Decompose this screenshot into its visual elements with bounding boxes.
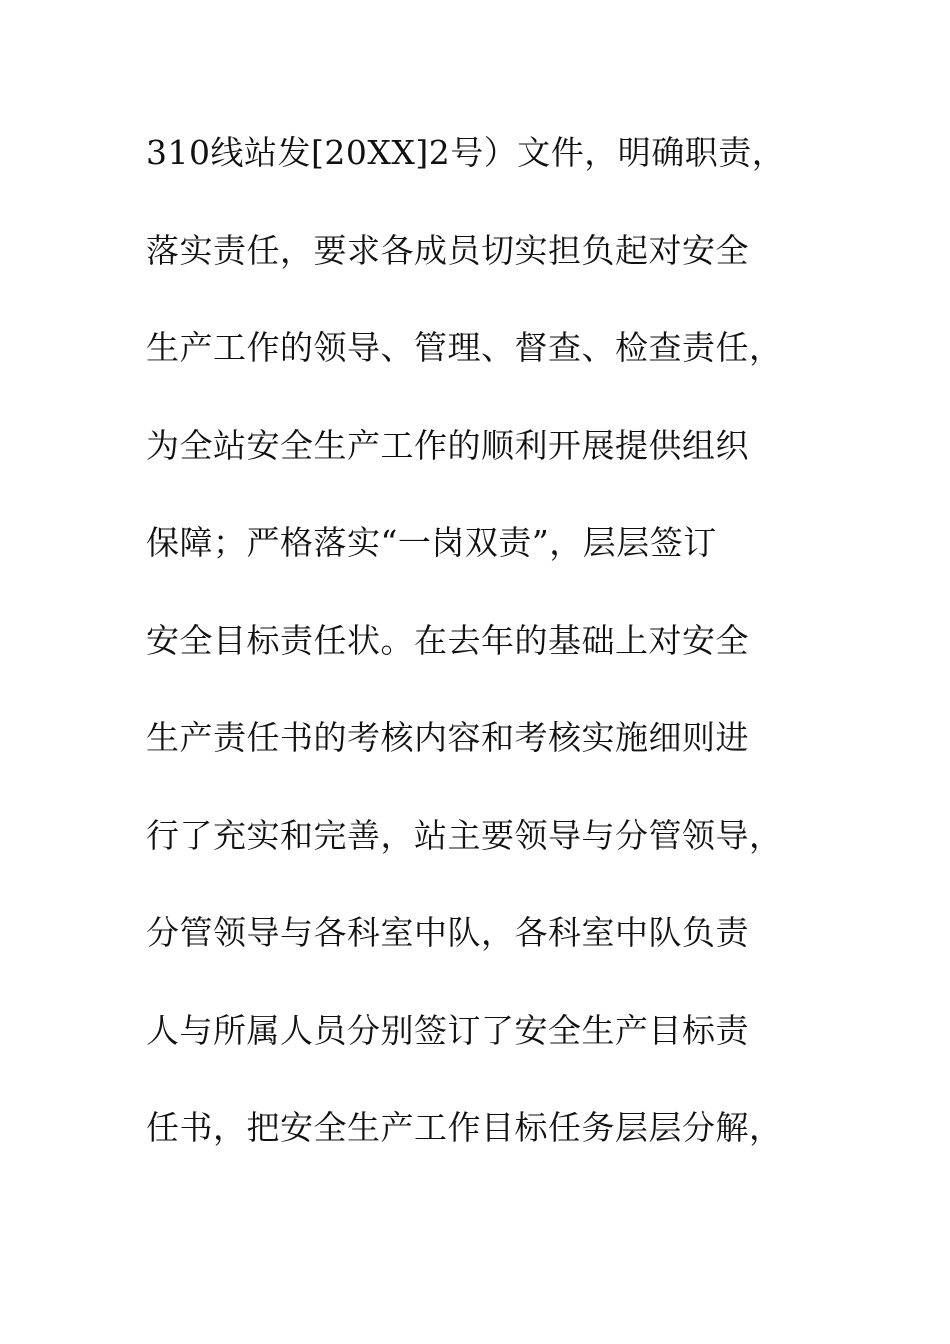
body-text — [146, 128, 846, 1201]
text-line: 保障；严格落实“一岗双责”，层层签订 — [146, 523, 717, 562]
text-line: 人与所属人员分别签订了安全生产目标责 — [146, 1010, 749, 1050]
text-line: 安全目标责任状。在去年的基础上对安全 — [146, 620, 749, 660]
text-line: 任书，把安全生产工作目标任务层层分解， — [146, 1108, 783, 1147]
text-line: 生产工作的领导、管理、督查、检查责任， — [146, 328, 783, 367]
text-line: 落实责任，要求各成员切实担负起对安全 — [146, 230, 749, 270]
text-line: 310线站发[20XX]2号）文件，明确职责， — [146, 133, 786, 172]
text-line: 为全站安全生产工作的顺利开展提供组织 — [146, 425, 749, 465]
text-line: 行了充实和完善，站主要领导与分管领导， — [146, 815, 783, 855]
text-line: 分管领导与各科室中队，各科室中队负责 — [146, 913, 749, 952]
text-line: 生产责任书的考核内容和考核实施细则进 — [146, 718, 749, 757]
